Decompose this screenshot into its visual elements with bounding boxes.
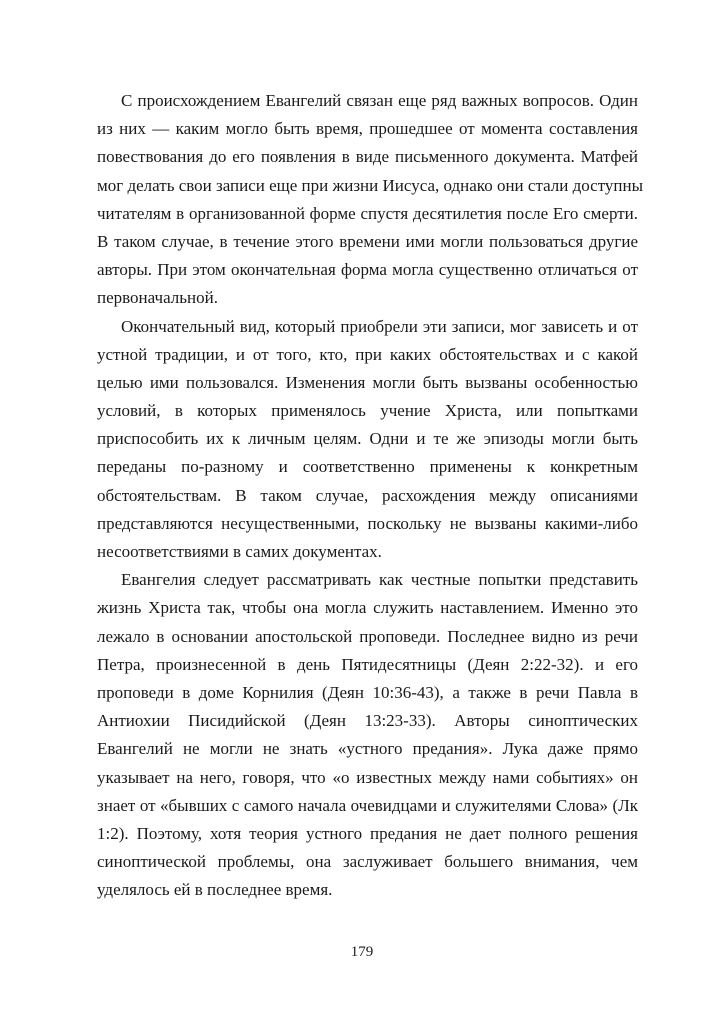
text-line: мог делать свои записи еще при жизни Иисуса, однако они стали доступны (97, 175, 644, 195)
text-line: повествования до его появления в виде письменного документа. Матфей (97, 147, 638, 167)
text-line: приспособить их к личным целям. Одни и те же эпизоды могли быть (97, 429, 638, 449)
text-line: жизнь Христа так, чтобы она могла служить наставлением. Именно это (97, 598, 638, 618)
text-line: уделялось ей в последнее время. (97, 880, 333, 900)
text-line: несоответствиями в самих документах. (97, 542, 382, 561)
text-line: проповеди в доме Корнилия (Деян 10:36-43), а также в речи Павла в (97, 682, 638, 702)
text-line: целью ими пользовался. Изменения могли быть вызваны особенностью (97, 372, 638, 392)
text-line: указывает на него, говоря, что «о известных между нами событиях» он (97, 767, 638, 787)
document-body (97, 87, 644, 904)
text-line: устной традиции, и от того, кто, при каких обстоятельствах и с какой (97, 344, 638, 364)
text-line: 1:2). Поэтому, хотя теория устного предания не дает полного решения (97, 823, 638, 843)
text-line: Евангелия следует рассматривать как честные попытки представить (121, 570, 638, 590)
text-line: условий, в которых применялось учение Христа, или попытками (97, 401, 638, 421)
text-line: Петра, произнесенной в день Пятидесятницы (Деян 2:22-32). и его (97, 654, 638, 674)
paragraph (97, 566, 638, 904)
text-line: обстоятельствам. В таком случае, расхождения между описаниями (97, 485, 638, 505)
text-line: первоначальной. (97, 288, 218, 308)
text-line: знает от «бывших с самого начала очевидцами и служителями Слова» (Лк (97, 795, 638, 815)
text-line: Антиохии Писидийской (Деян 13:23-33). Авторы синоптических (97, 711, 638, 731)
text-line: переданы по-разному и соответственно применены к конкретным (97, 457, 638, 477)
page-number: 179 (350, 944, 374, 960)
paragraph (97, 313, 638, 567)
text-line: синоптической проблемы, она заслуживает большего внимания, чем (97, 852, 638, 872)
text-line: представляются несущественными, поскольку не вызваны какими-либо (97, 513, 638, 533)
text-line: С происхождением Евангелий связан еще ряд важных вопросов. Один (121, 91, 638, 110)
text-line: В таком случае, в течение этого времени ими могли пользоваться другие (97, 231, 638, 251)
text-line: лежало в основании апостольской проповеди. Последнее видно из речи (97, 626, 638, 646)
text-line: авторы. При этом окончательная форма могла существенно отличаться от (97, 260, 638, 280)
text-line: читателям в организованной форме спустя десятилетия после Его смерти. (97, 203, 638, 223)
text-line: Евангелий не могли не знать «устного предания». Лука даже прямо (97, 739, 638, 759)
paragraph (97, 87, 644, 313)
text-line: Окончательный вид, который приобрели эти записи, мог зависеть и от (121, 316, 638, 336)
text-line: из них — каким могло быть время, прошедшее от момента составления (97, 119, 638, 139)
